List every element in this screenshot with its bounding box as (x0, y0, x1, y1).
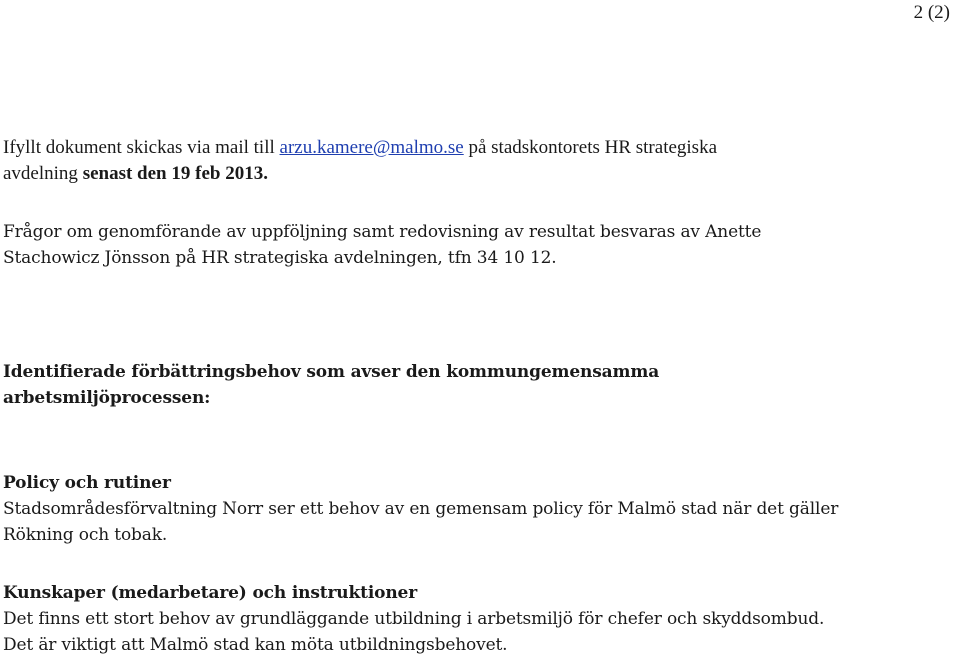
policy-line-2: Rökning och tobak. (3, 525, 168, 545)
policy-section (3, 470, 953, 548)
questions-line-1: Frågor om genomförande av uppföljning samt redovisning av resultat besvaras av Anette (3, 222, 762, 242)
submission-paragraph (3, 135, 953, 187)
submission-text-start: Ifyllt dokument skickas via mail till (3, 137, 280, 158)
questions-line-2: Stachowicz Jönsson på HR strategiska avdelningen, tfn 34 10 12. (3, 248, 557, 268)
knowledge-section (3, 580, 953, 658)
knowledge-heading: Kunskaper (medarbetare) och instruktioner (3, 583, 418, 603)
page-number: 2 (2) (913, 2, 950, 23)
submission-text-end: på stadskontorets HR strategiska (463, 137, 718, 158)
submission-line2-prefix: avdelning (3, 163, 83, 184)
questions-paragraph (3, 219, 953, 271)
email-link[interactable]: arzu.kamere@malmo.se (279, 137, 464, 158)
policy-line-1: Stadsområdesförvaltning Norr ser ett behov av en gemensam policy för Malmö stad när det gäller (3, 499, 839, 519)
knowledge-line-1: Det finns ett stort behov av grundläggande utbildning i arbetsmiljö för chefer och skyddsombud. (3, 609, 825, 629)
policy-heading: Policy och rutiner (3, 473, 171, 493)
deadline-text: senast den 19 feb 2013. (82, 163, 268, 184)
knowledge-line-2: Det är viktigt att Malmö stad kan möta utbildningsbehovet. (3, 635, 508, 655)
section-heading-line-2: arbetsmiljöprocessen: (3, 388, 211, 408)
section-heading (3, 359, 953, 411)
section-heading-line-1: Identifierade förbättringsbehov som avser den kommungemensamma (3, 362, 660, 382)
